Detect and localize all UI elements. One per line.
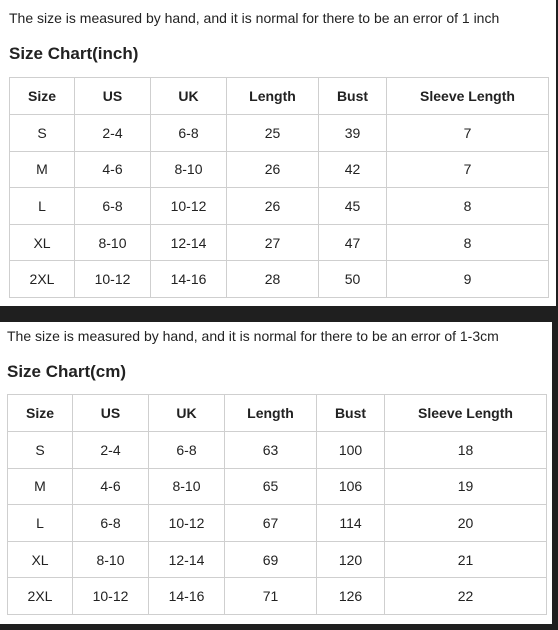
table-row bbox=[8, 468, 547, 505]
column-header: Bust bbox=[319, 78, 387, 115]
table-row bbox=[10, 115, 549, 152]
table-row bbox=[8, 505, 547, 542]
table-cell: 28 bbox=[227, 261, 319, 298]
measurement-note: The size is measured by hand, and it is normal for there to be an error of 1-3cm bbox=[7, 328, 499, 344]
table-cell: 4-6 bbox=[73, 468, 149, 505]
table-cell: 42 bbox=[319, 151, 387, 188]
table-header-row bbox=[10, 78, 549, 115]
table-cell: 10-12 bbox=[75, 261, 151, 298]
table-cell: 6-8 bbox=[149, 432, 225, 469]
table-cell: 10-12 bbox=[149, 505, 225, 542]
table-cell: 114 bbox=[317, 505, 385, 542]
table-cell: 120 bbox=[317, 541, 385, 578]
table-row bbox=[8, 432, 547, 469]
size-table-cm bbox=[7, 394, 547, 615]
table-cell: 8-10 bbox=[75, 224, 151, 261]
table-cell: 12-14 bbox=[149, 541, 225, 578]
table-cell: 20 bbox=[385, 505, 547, 542]
table-cell: 6-8 bbox=[73, 505, 149, 542]
table-cell: 69 bbox=[225, 541, 317, 578]
column-header: UK bbox=[149, 395, 225, 432]
table-cell: 8-10 bbox=[151, 151, 227, 188]
table-cell: 2-4 bbox=[73, 432, 149, 469]
table-cell: 45 bbox=[319, 188, 387, 225]
table-cell: 8-10 bbox=[73, 541, 149, 578]
measurement-note: The size is measured by hand, and it is normal for there to be an error of 1 inch bbox=[9, 10, 500, 26]
column-header: Length bbox=[227, 78, 319, 115]
table-cell: 7 bbox=[387, 115, 549, 152]
table-cell: 8 bbox=[387, 224, 549, 261]
table-cell: 63 bbox=[225, 432, 317, 469]
table-cell: 4-6 bbox=[75, 151, 151, 188]
size-chart-title: Size Chart(inch) bbox=[9, 44, 139, 63]
size-chart-cm-panel bbox=[0, 322, 552, 624]
table-cell: 25 bbox=[227, 115, 319, 152]
table-cell: 71 bbox=[225, 578, 317, 615]
table-cell: L bbox=[10, 188, 75, 225]
table-row bbox=[8, 541, 547, 578]
table-cell: 47 bbox=[319, 224, 387, 261]
column-header: US bbox=[73, 395, 149, 432]
table-cell: 2-4 bbox=[75, 115, 151, 152]
table-row bbox=[8, 578, 547, 615]
size-chart-inch-panel bbox=[0, 0, 556, 306]
table-cell: 26 bbox=[227, 188, 319, 225]
column-header: Sleeve Length bbox=[387, 78, 549, 115]
table-cell: S bbox=[8, 432, 73, 469]
table-cell: 8 bbox=[387, 188, 549, 225]
table-cell: 100 bbox=[317, 432, 385, 469]
table-cell: 21 bbox=[385, 541, 547, 578]
table-cell: 19 bbox=[385, 468, 547, 505]
column-header: Size bbox=[10, 78, 75, 115]
table-cell: 22 bbox=[385, 578, 547, 615]
size-table-inch bbox=[9, 77, 549, 298]
table-cell: XL bbox=[10, 224, 75, 261]
table-row bbox=[10, 151, 549, 188]
table-cell: XL bbox=[8, 541, 73, 578]
column-header: Size bbox=[8, 395, 73, 432]
table-cell: 9 bbox=[387, 261, 549, 298]
table-cell: 2XL bbox=[10, 261, 75, 298]
table-cell: 50 bbox=[319, 261, 387, 298]
table-row bbox=[10, 188, 549, 225]
table-cell: 7 bbox=[387, 151, 549, 188]
column-header: UK bbox=[151, 78, 227, 115]
table-row bbox=[10, 224, 549, 261]
table-cell: 6-8 bbox=[151, 115, 227, 152]
table-cell: L bbox=[8, 505, 73, 542]
table-cell: 126 bbox=[317, 578, 385, 615]
table-cell: 2XL bbox=[8, 578, 73, 615]
table-cell: 12-14 bbox=[151, 224, 227, 261]
table-cell: 65 bbox=[225, 468, 317, 505]
table-cell: 18 bbox=[385, 432, 547, 469]
table-header-row bbox=[8, 395, 547, 432]
table-cell: 8-10 bbox=[149, 468, 225, 505]
table-cell: M bbox=[8, 468, 73, 505]
table-cell: 10-12 bbox=[73, 578, 149, 615]
table-cell: 14-16 bbox=[149, 578, 225, 615]
table-cell: S bbox=[10, 115, 75, 152]
column-header: Length bbox=[225, 395, 317, 432]
size-chart-title: Size Chart(cm) bbox=[7, 362, 127, 381]
table-cell: 6-8 bbox=[75, 188, 151, 225]
table-cell: 27 bbox=[227, 224, 319, 261]
column-header: Sleeve Length bbox=[385, 395, 547, 432]
table-cell: 67 bbox=[225, 505, 317, 542]
table-cell: M bbox=[10, 151, 75, 188]
table-cell: 14-16 bbox=[151, 261, 227, 298]
table-cell: 26 bbox=[227, 151, 319, 188]
table-cell: 39 bbox=[319, 115, 387, 152]
table-row bbox=[10, 261, 549, 298]
column-header: US bbox=[75, 78, 151, 115]
table-cell: 10-12 bbox=[151, 188, 227, 225]
column-header: Bust bbox=[317, 395, 385, 432]
table-cell: 106 bbox=[317, 468, 385, 505]
